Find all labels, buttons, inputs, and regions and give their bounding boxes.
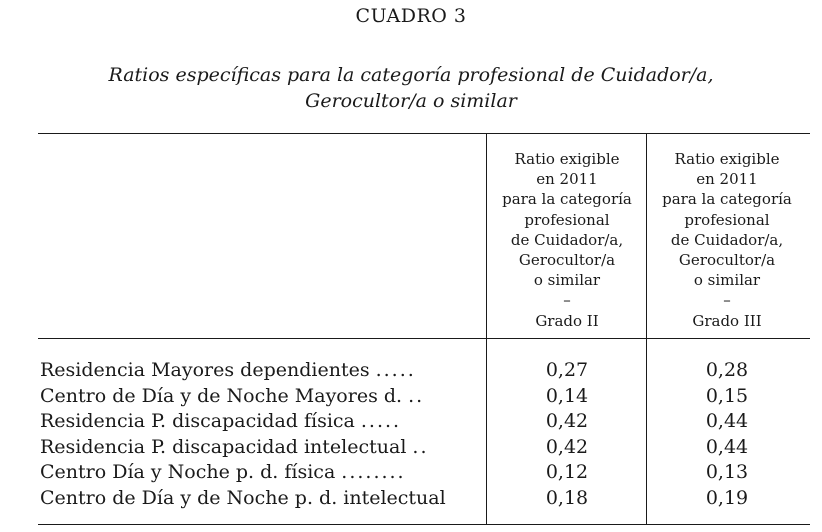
cell-grado-ii: 0,14 <box>545 384 589 407</box>
row-label <box>40 359 470 381</box>
row-label <box>40 436 470 458</box>
table-row <box>0 410 822 436</box>
column-header-line: – <box>563 291 571 310</box>
cell-grado-ii: 0,27 <box>545 359 589 381</box>
row-label-text: Centro de Día y de Noche Mayores d. <box>40 384 403 407</box>
cell-grado-iii: 0,13 <box>705 461 749 483</box>
table-row <box>0 436 822 462</box>
cell-grado-iii: 0,44 <box>705 435 749 458</box>
row-label-text: Residencia P. discapacidad intelectual <box>40 435 407 458</box>
row-label <box>40 487 470 509</box>
table-caption-line-2: Gerocultor/a o similar <box>305 90 517 112</box>
leader-dots: ..... <box>360 410 402 432</box>
column-header-line: Ratio exigible <box>674 150 780 168</box>
column-header-line: o similar <box>533 271 601 290</box>
column-header-line: profesional <box>684 210 770 229</box>
leader-dots: .. <box>408 384 425 407</box>
row-label-text: Centro Día y Noche p. d. física <box>40 461 336 483</box>
column-header-grado-iii <box>647 149 807 331</box>
column-header-line: Grado III <box>692 311 762 330</box>
leader-dots: ........ <box>341 461 406 483</box>
row-label-text: Centro de Día y de Noche p. d. intelectual <box>40 486 446 509</box>
table-bottom-rule <box>38 524 810 525</box>
table-body <box>0 359 822 512</box>
table-row <box>0 385 822 411</box>
column-header-line: para la categoría <box>502 190 632 209</box>
cell-grado-iii: 0,44 <box>705 410 749 432</box>
table-top-rule <box>38 133 810 134</box>
column-header-line: o similar <box>693 271 761 290</box>
cell-grado-iii: 0,15 <box>705 384 749 407</box>
cell-grado-ii: 0,42 <box>545 410 589 432</box>
column-header-line: en 2011 <box>696 170 758 189</box>
column-header-line: Grado II <box>535 311 599 330</box>
table-row <box>0 461 822 487</box>
column-header-line: Gerocultor/a <box>678 251 776 270</box>
column-header-grado-ii <box>487 149 647 331</box>
cell-grado-ii: 0,42 <box>545 435 589 458</box>
row-label <box>40 410 470 432</box>
row-label <box>40 385 470 407</box>
column-header-line: Ratio exigible <box>514 150 620 168</box>
table-number-heading: CUADRO 3 <box>355 5 467 27</box>
cell-grado-ii: 0,18 <box>545 486 589 509</box>
table-row <box>0 487 822 513</box>
row-label-text: Residencia Mayores dependientes <box>40 359 370 381</box>
column-header-line: profesional <box>524 210 610 229</box>
cell-grado-iii: 0,28 <box>705 359 749 381</box>
column-header-line: para la categoría <box>662 190 792 209</box>
cell-grado-iii: 0,19 <box>705 486 749 509</box>
row-label <box>40 461 470 483</box>
row-label-text: Residencia P. discapacidad física <box>40 410 355 432</box>
leader-dots: .. <box>412 435 429 458</box>
table-caption-line-1: Ratios específicas para la categoría profesional de Cuidador/a, <box>108 64 714 86</box>
column-header-line: de Cuidador/a, <box>670 230 784 249</box>
column-header-line: – <box>723 291 731 310</box>
column-header-line: de Cuidador/a, <box>510 230 624 249</box>
table-header-rule <box>38 338 810 339</box>
table-row <box>0 359 822 385</box>
leader-dots: ..... <box>375 359 416 381</box>
cell-grado-ii: 0,12 <box>545 461 589 483</box>
column-header-line: Gerocultor/a <box>518 251 616 270</box>
column-header-line: en 2011 <box>536 170 598 189</box>
